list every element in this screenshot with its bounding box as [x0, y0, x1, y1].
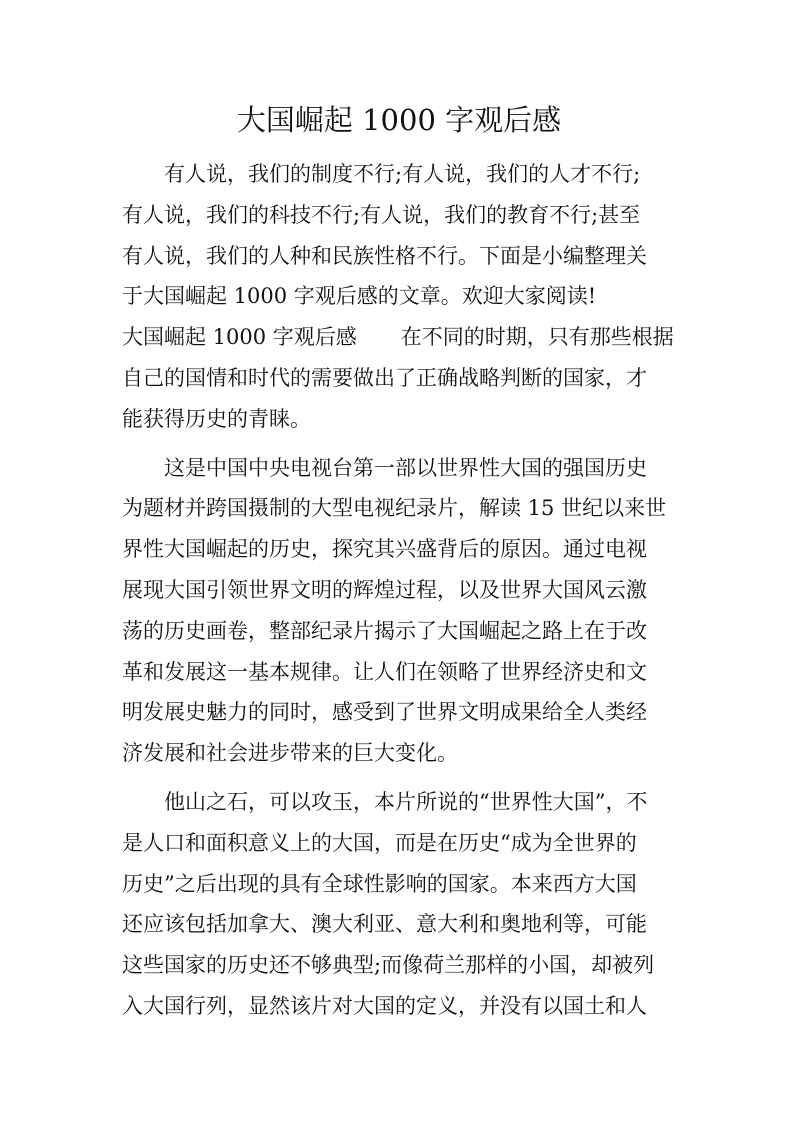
intro-line-2: 有人说，我们的科技不行;有人说，我们的教育不行;甚至	[122, 202, 641, 227]
intro-line-3: 有人说，我们的人种和民族性格不行。下面是小编整理关	[122, 243, 647, 268]
document-body	[122, 98, 676, 1027]
para2-line-6: 革和发展这一基本规律。让人们在领略了世界经济史和文	[122, 659, 647, 684]
document-title: 大国崛起 1000 字观后感	[236, 103, 562, 137]
para2-line-1: 这是中国中央电视台第一部以世界性大国的强国历史	[164, 455, 647, 480]
paragraph-gap	[122, 774, 676, 782]
para3-line-1: 他山之石，可以攻玉，本片所说的“世界性大国”，不	[164, 789, 648, 814]
para3-line-4: 还应该包括加拿大、澳大利亚、意大利和奥地利等，可能	[122, 912, 647, 937]
para2-line-2: 为题材并跨国摄制的大型电视纪录片，解读 15 世纪以来世	[122, 496, 667, 521]
para2-line-5: 荡的历史画卷，整部纪录片揭示了大国崛起之路上在于改	[122, 618, 647, 643]
section-first-text: 在不同的时期，只有那些根据	[400, 325, 674, 350]
section-line-3: 能获得历史的青睐。	[122, 406, 311, 431]
para3-line-3: 历史”之后出现的具有全球性影响的国家。本来西方大国	[122, 871, 637, 896]
section-first-line	[122, 317, 676, 358]
section-heading: 大国崛起 1000 字观后感	[122, 325, 357, 350]
para3-line-6: 入大国行列，显然该片对大国的定义，并没有以国土和人	[122, 993, 647, 1018]
para3-line-5: 这些国家的历史还不够典型;而像荷兰那样的小国，却被列	[122, 953, 655, 978]
para3-line-2: 是人口和面积意义上的大国，而是在历史“成为全世界的	[122, 830, 637, 855]
paragraph-gap	[122, 440, 676, 448]
intro-line-1: 有人说，我们的制度不行;有人说，我们的人才不行;	[164, 162, 641, 186]
intro-line-4: 于大国崛起 1000 字观后感的文章。欢迎大家阅读!	[122, 284, 597, 309]
para2-line-8: 济发展和社会进步带来的巨大变化。	[122, 741, 458, 766]
para2-line-3: 界性大国崛起的历史，探究其兴盛背后的原因。通过电视	[122, 537, 647, 562]
para2-line-7: 明发展史魅力的同时，感受到了世界文明成果给全人类经	[122, 700, 647, 725]
para2-line-4: 展现大国引领世界文明的辉煌过程，以及世界大国风云激	[122, 577, 647, 602]
section-line-2: 自己的国情和时代的需要做出了正确战略判断的国家，才	[122, 365, 647, 390]
